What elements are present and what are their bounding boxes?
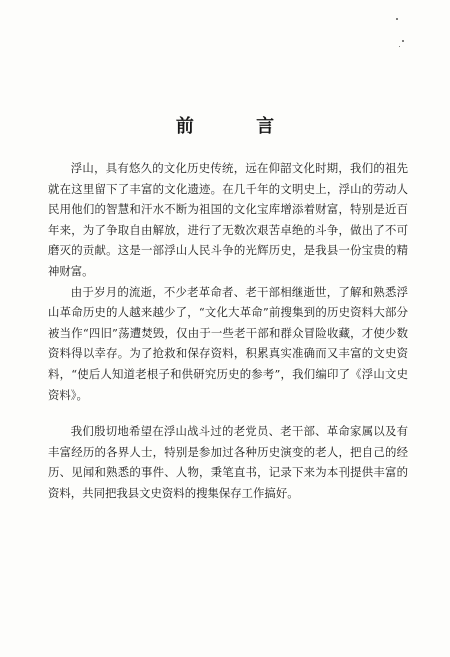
scan-speck	[399, 46, 400, 47]
preface-body	[48, 158, 408, 504]
scan-speck	[396, 18, 398, 20]
scan-speck	[402, 40, 404, 42]
paragraph-3: 我们殷切地希望在浮山战斗过的老党员、老干部、革命家属以及有丰富经历的各界人士，特别是参加过各种历史演变的老人，把自己的经历、见闻和熟悉的事件、人物，秉笔直书，记录下来为本刊提供丰富的资料，共同把我县文史资料的搜集保存工作搞好。	[48, 424, 408, 500]
paragraph-1: 浮山，具有悠久的文化历史传统，远在仰韶文化时期，我们的祖先就在这里留下了丰富的文化遗迹。在几千年的文明史上，浮山的劳动人民用他们的智慧和汗水不断为祖国的文化宝库增添着财富，特别是近百年来，为了争取自由解放，进行了无数次艰苦卓绝的斗争，做出了不可磨灭的贡献。这是一部浮山人民斗争的光辉历史，是我县一份宝贵的精神财富。	[48, 161, 408, 278]
page-title: 前 言	[175, 116, 303, 137]
paragraph-2: 由于岁月的流逝，不少老革命者、老干部相继逝世，了解和熟悉浮山革命历史的人越来越少了，“文化大革命”前搜集到的历史资料大部分被当作“四旧”荡遭焚毁，仅由于一些老干部和群众冒险收藏，才使少数资料得以幸存。为了抢救和保存资料，积累真实准确而又丰富的文史资料，“使后人知道老根子和供研究历史的参考”，我们编印了《浮山文史资料》。	[48, 284, 408, 402]
